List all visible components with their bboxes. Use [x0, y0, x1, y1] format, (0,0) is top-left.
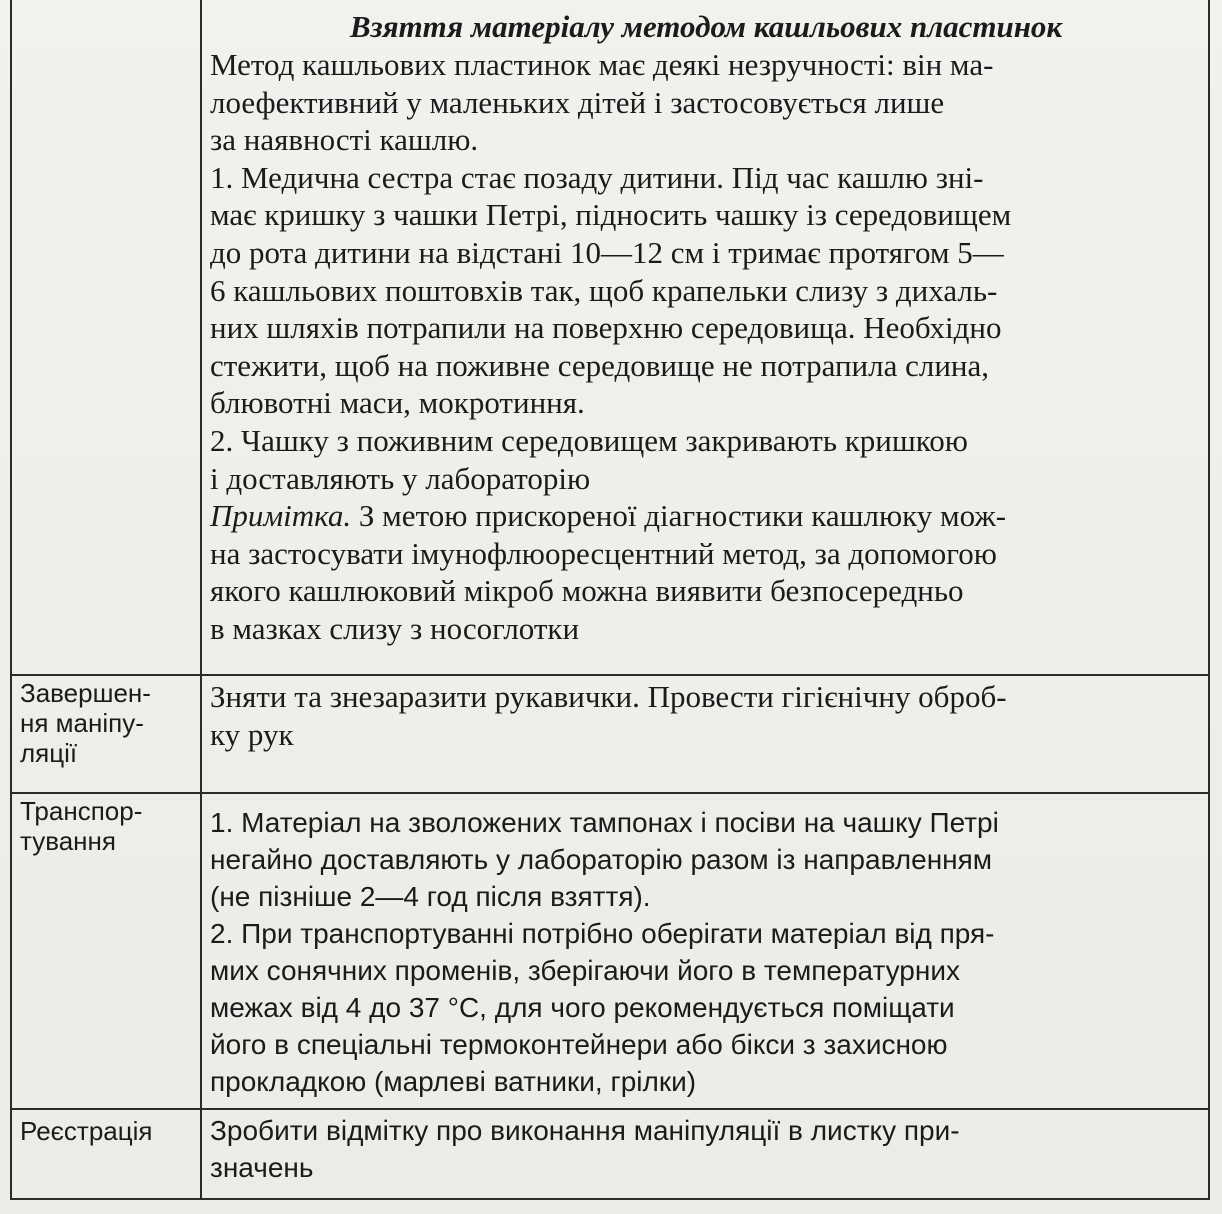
note-text: З метою прискореної діагностики кашлюку мож- — [351, 498, 1007, 534]
note-line: якого кашлюковий мікроб можна виявити безпосередньо — [210, 573, 964, 609]
table-row-transport — [11, 793, 1209, 1109]
label-line: ляції — [20, 738, 78, 768]
text-line: за наявності кашлю. — [210, 122, 479, 158]
label-line: ня маніпу- — [20, 708, 144, 738]
text-line: 1. Матеріал на зволожених тампонах і посіви на чашку Петрі — [210, 807, 999, 838]
label-line: тування — [20, 826, 116, 856]
text-line: межах від 4 до 37 °С, для чого рекомендується поміщати — [210, 992, 955, 1023]
table-row-completion — [11, 675, 1209, 793]
row-label-completion — [11, 675, 201, 793]
sampling-content — [201, 0, 1209, 675]
label-line: Реєстрація — [20, 1116, 153, 1146]
text-line: значень — [210, 1152, 314, 1183]
text-line: 2. Чашку з поживним середовищем закривають кришкою — [210, 422, 968, 458]
text-line: 2. При транспортуванні потрібно оберігати матеріал від пря- — [210, 918, 995, 949]
procedure-table — [10, 0, 1210, 1200]
text-line: його в спеціальні термоконтейнери або бікси з захисною — [210, 1029, 948, 1060]
text-line: негайно доставляють у лабораторію разом із направленням — [210, 844, 993, 875]
text-line: Метод кашльових пластинок має деякі незручності: він ма- — [210, 47, 994, 82]
note-line: на застосувати імунофлюоресцентний метод, за допомогою — [210, 535, 997, 571]
note-label: Примітка. — [210, 498, 352, 534]
text-line: них шляхів потрапили на поверхню середовища. Необхідно — [210, 310, 1002, 346]
text-line: (не пізніше 2—4 год після взяття). — [210, 881, 651, 912]
text-line: мих сонячних променів, зберігаючи його в температурних — [210, 955, 960, 986]
table-row-registration — [11, 1109, 1209, 1199]
text-line: стежити, щоб на поживне середовище не потрапила слина, — [210, 347, 990, 383]
text-line: 6 кашльових поштовхів так, щоб крапельки слизу з дихаль- — [210, 272, 998, 308]
section-title: Взяття матеріалу методом кашльових пластинок — [349, 9, 1063, 44]
label-line: Завершен- — [20, 678, 151, 708]
text-line: прокладкою (марлеві ватники, грілки) — [210, 1066, 697, 1097]
text-line: 1. Медична сестра стає позаду дитини. Під час кашлю зні- — [210, 159, 984, 195]
row-label-registration — [11, 1109, 201, 1199]
transport-content — [201, 793, 1209, 1109]
label-line: Транспор- — [20, 796, 143, 826]
row-label-empty — [11, 0, 201, 675]
text-line: ку рук — [210, 716, 294, 752]
text-line: до рота дитини на відстані 10—12 см і тримає протягом 5— — [210, 234, 1004, 270]
text-line: і доставляють у лабораторію — [210, 460, 591, 496]
registration-content — [201, 1109, 1209, 1199]
completion-content — [201, 675, 1209, 793]
text-line: має кришку з чашки Петрі, підносить чашку із середовищем — [210, 197, 1012, 233]
note-line — [210, 497, 1202, 535]
table-row-sampling — [11, 0, 1209, 675]
note-line: в мазках слизу з носоглотки — [210, 610, 580, 646]
text-line: блювотні маси, мокротиння. — [210, 385, 585, 421]
text-line: Зняти та знезаразити рукавички. Провести гігієнічну оброб- — [210, 679, 1007, 714]
text-line: Зробити відмітку про виконання маніпуляції в листку при- — [210, 1115, 960, 1146]
row-label-transport — [11, 793, 201, 1109]
text-line: лоефективний у маленьких дітей і застосовується лише — [210, 84, 945, 120]
sampling-text — [210, 46, 1202, 648]
